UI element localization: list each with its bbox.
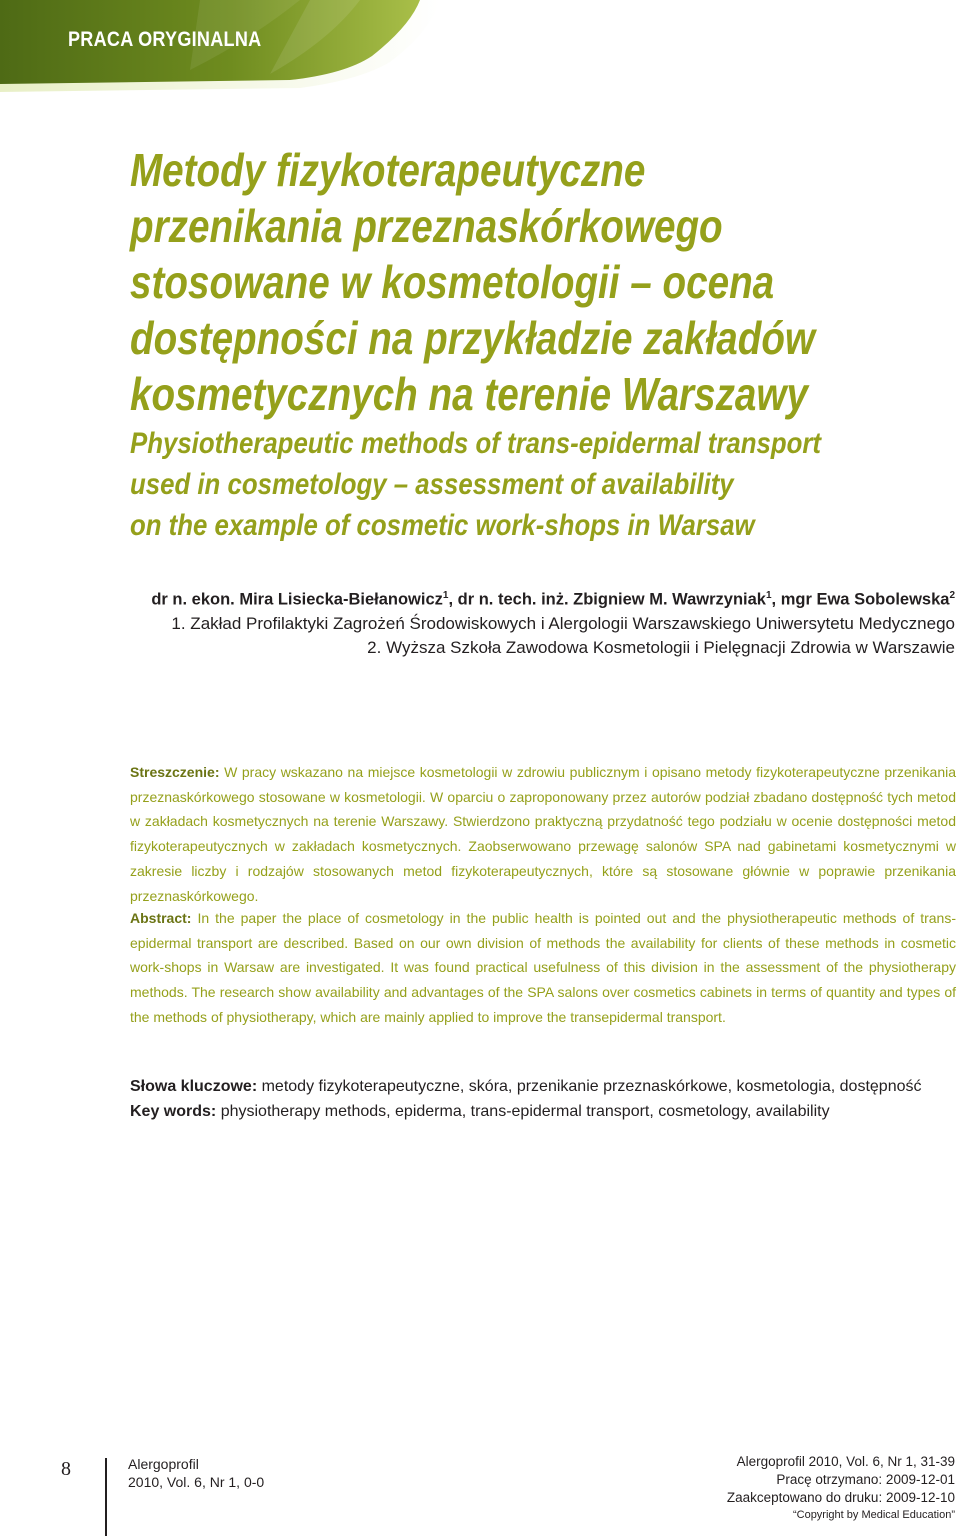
affiliation: 1. Zakład Profilaktyki Zagrożeń Środowiskowych i Alergologii Warszawskiego Uniwersytetu Medycznego	[171, 614, 955, 633]
keywords-polish-text: metody fizykoterapeutyczne, skóra, przenikanie przeznaskórkowe, kosmetologia, dostępność	[261, 1078, 922, 1095]
author-name: dr n. ekon. Mira Lisiecka-Biełanowicz	[151, 590, 443, 609]
title-english-line: used in cosmetology – assessment of availability	[130, 468, 734, 501]
author-affiliation-mark: 1	[765, 590, 772, 601]
title-english	[130, 423, 870, 546]
title-polish-line: stosowane w kosmetologii – ocena	[130, 256, 775, 308]
keywords-polish-label: Słowa kluczowe:	[130, 1078, 258, 1095]
footer-divider	[105, 1458, 107, 1536]
journal-name: Alergoprofil	[128, 1456, 199, 1472]
section-label: PRACA ORYGINALNA	[68, 28, 262, 51]
keywords-english-text: physiotherapy methods, epiderma, trans-epidermal transport, cosmetology, availability	[220, 1103, 830, 1120]
author-name: , dr n. tech. inż. Zbigniew M. Wawrzyniak	[448, 590, 766, 609]
citation: Alergoprofil 2010, Vol. 6, Nr 1, 31-39	[736, 1454, 955, 1469]
received-date: Pracę otrzymano: 2009-12-01	[776, 1472, 955, 1487]
author-name: , mgr Ewa Sobolewska	[771, 590, 950, 609]
keywords-english	[130, 1103, 830, 1121]
title-english-line: on the example of cosmetic work-shops in Warsaw	[130, 509, 755, 542]
footer-publication-info	[727, 1453, 955, 1523]
title-polish-line: kosmetycznych na terenie Warszawy	[130, 368, 808, 420]
authors-line	[151, 590, 955, 610]
author-affiliation-mark: 1	[442, 590, 449, 601]
author-affiliation-mark: 2	[949, 590, 955, 601]
abstract-english-text: In the paper the place of cosmetology in the public health is pointed out and the physiotherapeutic methods of trans-epidermal transport are described. Based on our own division of methods the availability for clients of these methods in cosmetic work-shops in Warsaw are investigated. It was found practical usefulness of this division in the assessment of the physiotherapy methods. The research show availability and advantages of the SPA salons over cosmetics cabinets in terms of quantity and types of the methods of physiotherapy, which are mainly applied to improve the transepidermal transport.	[130, 910, 956, 1025]
title-polish	[130, 142, 827, 422]
header-banner	[0, 0, 960, 95]
title-english-line: Physiotherapeutic methods of trans-epidermal transport	[130, 427, 821, 460]
abstract-polish-label: Streszczenie:	[130, 764, 220, 780]
page-number: 8	[61, 1458, 71, 1480]
title-polish-line: przenikania przeznaskórkowego	[130, 200, 723, 252]
abstract-polish	[130, 760, 956, 908]
keywords-polish	[130, 1078, 921, 1096]
title-polish-line: dostępności na przykładzie zakładów	[130, 312, 815, 364]
abstract-english	[130, 906, 956, 1030]
abstract-english-label: Abstract:	[130, 910, 192, 926]
copyright: “Copyright by Medical Education”	[792, 1509, 955, 1521]
journal-issue: 2010, Vol. 6, Nr 1, 0-0	[128, 1474, 265, 1490]
title-polish-line: Metody fizykoterapeutyczne	[130, 144, 646, 196]
keywords-english-label: Key words:	[130, 1103, 217, 1120]
footer-journal	[128, 1455, 264, 1491]
affiliation: 2. Wyższa Szkoła Zawodowa Kosmetologii i Pielęgnacji Zdrowia w Warszawie	[367, 638, 955, 657]
accepted-date: Zaakceptowano do druku: 2009-12-10	[726, 1490, 955, 1505]
abstract-polish-text: W pracy wskazano na miejsce kosmetologii w zdrowiu publicznym i opisano metody fizykoterapeutyczne przenikania przeznaskórkowego stosowane w kosmetologii. W oparciu o zaproponowany przez autorów podział zbadano dostępność tych metod w zakładach kosmetycznych na terenie Warszawy. Stwierdzono praktyczną przydatność tego podziału w ocenie dostępności metod fizykoterapeutycznych w zakładach kosmetycznych. Zaobserwowano przewagę salonów SPA nad gabinetami kosmetycznymi w zakresie liczby i rodzajów stosowanych metod fizykoterapeutycznych, które są stosowane głównie w poprawie przenikania przeznaskórkowego.	[130, 764, 956, 904]
